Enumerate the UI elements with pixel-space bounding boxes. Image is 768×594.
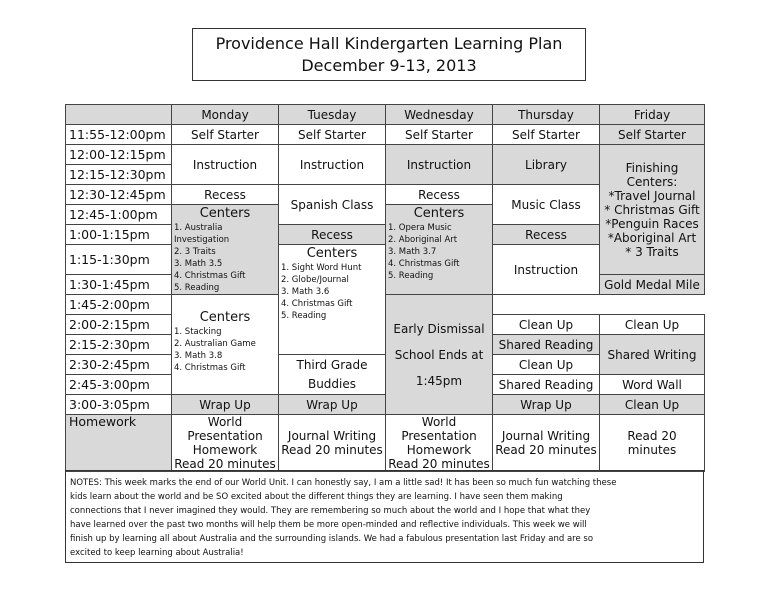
cell-instruction: Instruction xyxy=(172,145,279,185)
cell-music-class: Music Class xyxy=(493,185,600,225)
list-item: 4. Christmas Gift xyxy=(388,259,460,269)
time-slot: 1:00-1:15pm xyxy=(66,225,172,245)
list-item: * 3 Traits xyxy=(625,244,679,259)
cell-shared-writing: Shared Writing xyxy=(600,335,705,375)
early-dismissal-time: 1:45pm xyxy=(415,373,463,388)
cell-wrap-up: Wrap Up xyxy=(172,395,279,415)
cell-centers-thursday xyxy=(172,295,279,395)
cell-clean-up: Clean Up xyxy=(600,315,705,335)
table-row xyxy=(66,125,705,145)
list-item: 5. Reading xyxy=(174,283,220,293)
time-slot: 12:30-12:45pm xyxy=(66,185,172,205)
cell-centers-tuesday xyxy=(279,245,386,355)
cell-clean-up: Clean Up xyxy=(600,395,705,415)
homework-line: Journal Writing xyxy=(501,429,591,443)
list-item: 1. Stacking xyxy=(174,327,222,337)
time-slot: 11:55-12:00pm xyxy=(66,125,172,145)
time-slot: 12:00-12:15pm xyxy=(66,145,172,165)
list-item: 2. Aboriginal Art xyxy=(388,235,458,245)
early-dismissal-label: Early Dismissal xyxy=(393,321,485,336)
list-item: 1. Sight Word Hunt xyxy=(281,263,362,273)
day-header-monday: Monday xyxy=(172,105,279,125)
time-slot: 2:00-2:15pm xyxy=(66,315,172,335)
cell-gold-medal-mile: Gold Medal Mile xyxy=(600,275,705,295)
list-item: 2. 3 Traits xyxy=(174,247,216,257)
list-item: 5. Reading xyxy=(388,271,434,281)
cell-instruction: Instruction xyxy=(493,245,600,295)
cell-clean-up: Clean Up xyxy=(493,355,600,375)
cell-self-starter: Self Starter xyxy=(172,125,279,145)
list-item: Investigation xyxy=(174,235,230,245)
cell-shared-reading: Shared Reading xyxy=(493,375,600,395)
time-slot: 2:15-2:30pm xyxy=(66,335,172,355)
plan-title: Providence Hall Kindergarten Learning Plan xyxy=(215,34,563,53)
cell-wrap-up: Wrap Up xyxy=(279,395,386,415)
list-item: 4. Christmas Gift xyxy=(174,363,246,373)
list-item: *Penguin Races xyxy=(605,216,699,231)
homework-line: Read 20 minutes xyxy=(495,443,597,457)
cell-self-starter: Self Starter xyxy=(600,125,705,145)
notes-line: finish up by learning all about Australia and the surrounding islands. We had a fabulous presentation last Friday and are so xyxy=(70,534,594,544)
cell-homework-tuesday xyxy=(279,415,386,472)
cell-recess: Recess xyxy=(386,185,493,205)
cell-finishing-centers xyxy=(600,145,705,275)
third-grade-label: Third Grade xyxy=(296,357,368,372)
homework-line: Read 20 minutes xyxy=(388,457,490,471)
cell-instruction: Instruction xyxy=(386,145,493,185)
cell-self-starter: Self Starter xyxy=(493,125,600,145)
time-slot: 2:30-2:45pm xyxy=(66,355,172,375)
cell-homework-thursday xyxy=(493,415,600,472)
cell-homework-wednesday xyxy=(386,415,493,472)
time-slot: 1:45-2:00pm xyxy=(66,295,172,315)
centers-title: Centers xyxy=(199,310,251,325)
table-row xyxy=(66,295,705,315)
list-item: 5. Reading xyxy=(281,311,327,321)
table-row xyxy=(66,145,705,165)
list-item: * Christmas Gift xyxy=(604,202,700,217)
finishing-centers-title: Finishing Centers: xyxy=(625,160,679,189)
time-slot: 2:45-3:00pm xyxy=(66,375,172,395)
time-slot: 1:15-1:30pm xyxy=(66,245,172,275)
time-slot: 1:30-1:45pm xyxy=(66,275,172,295)
notes-box xyxy=(65,470,704,563)
list-item: *Aboriginal Art xyxy=(607,230,697,245)
centers-title: Centers xyxy=(306,246,358,261)
notes-line: excited to keep learning about Australia! xyxy=(70,548,244,558)
plan-title-box xyxy=(192,28,586,81)
buddies-label: Buddies xyxy=(307,376,357,391)
notes-line: have learned over the past two months will help them be more open-minded and reflective individuals. This week we will xyxy=(70,520,587,530)
homework-line: Homework xyxy=(192,443,258,457)
cell-spanish-class: Spanish Class xyxy=(279,185,386,225)
list-item: 3. Math 3.6 xyxy=(281,287,330,297)
homework-line: Journal Writing xyxy=(287,429,377,443)
list-item: 4. Christmas Gift xyxy=(281,299,353,309)
cell-homework-friday xyxy=(600,415,705,472)
list-item: *Travel Journal xyxy=(608,188,696,203)
cell-third-grade-buddies xyxy=(279,355,386,395)
early-dismissal-label: School Ends at xyxy=(394,347,484,362)
day-header-tuesday: Tuesday xyxy=(279,105,386,125)
corner-cell xyxy=(66,105,172,125)
homework-line: World Presentation xyxy=(187,415,263,443)
list-item: 4. Christmas Gift xyxy=(174,271,246,281)
time-slot: 3:00-3:05pm xyxy=(66,395,172,415)
cell-centers-wednesday xyxy=(386,205,493,295)
day-header-wednesday: Wednesday xyxy=(386,105,493,125)
homework-line: World Presentation xyxy=(401,415,477,443)
list-item: 1. Opera Music xyxy=(388,223,452,233)
centers-title: Centers xyxy=(199,206,251,221)
cell-recess: Recess xyxy=(172,185,279,205)
header-row xyxy=(66,105,705,125)
cell-centers-monday xyxy=(172,205,279,295)
cell-library: Library xyxy=(493,145,600,185)
homework-line: Homework xyxy=(406,443,472,457)
cell-self-starter: Self Starter xyxy=(386,125,493,145)
cell-instruction: Instruction xyxy=(279,145,386,185)
table-row xyxy=(66,395,705,415)
homework-label: Homework xyxy=(66,415,172,472)
cell-homework-monday xyxy=(172,415,279,472)
cell-early-dismissal xyxy=(386,295,493,415)
list-item: 2. Australian Game xyxy=(174,339,256,349)
notes-line: NOTES: This week marks the end of our World Unit. I can honestly say, I am a little sad! It has been so much fun watching these xyxy=(70,478,617,488)
homework-row xyxy=(66,415,705,472)
notes-line: kids learn about the world and be SO excited about the different things they are learning. I have seen them making xyxy=(70,492,563,502)
schedule-table xyxy=(65,104,705,472)
day-header-thursday: Thursday xyxy=(493,105,600,125)
cell-self-starter: Self Starter xyxy=(279,125,386,145)
notes-line: connections that I never imagined they would. They are remembering so much about the world and I hope that what they xyxy=(70,506,591,516)
list-item: 2. Globe/Journal xyxy=(281,275,349,285)
cell-clean-up: Clean Up xyxy=(493,315,600,335)
plan-date-range: December 9-13, 2013 xyxy=(301,56,477,75)
list-item: 1. Australia xyxy=(174,223,223,233)
cell-wrap-up: Wrap Up xyxy=(493,395,600,415)
time-slot: 12:45-1:00pm xyxy=(66,205,172,225)
list-item: 3. Math 3.5 xyxy=(174,259,223,269)
centers-title: Centers xyxy=(413,206,465,221)
time-slot: 12:15-12:30pm xyxy=(66,165,172,185)
homework-line: Read 20 minutes xyxy=(174,457,276,471)
cell-recess: Recess xyxy=(279,225,386,245)
day-header-friday: Friday xyxy=(600,105,705,125)
list-item: 3. Math 3.7 xyxy=(388,247,437,257)
homework-line: Read 20 minutes xyxy=(281,443,383,457)
cell-shared-reading: Shared Reading xyxy=(493,335,600,355)
homework-line: Read 20 minutes xyxy=(627,429,677,457)
cell-recess: Recess xyxy=(493,225,600,245)
list-item: 3. Math 3.8 xyxy=(174,351,223,361)
cell-word-wall: Word Wall xyxy=(600,375,705,395)
